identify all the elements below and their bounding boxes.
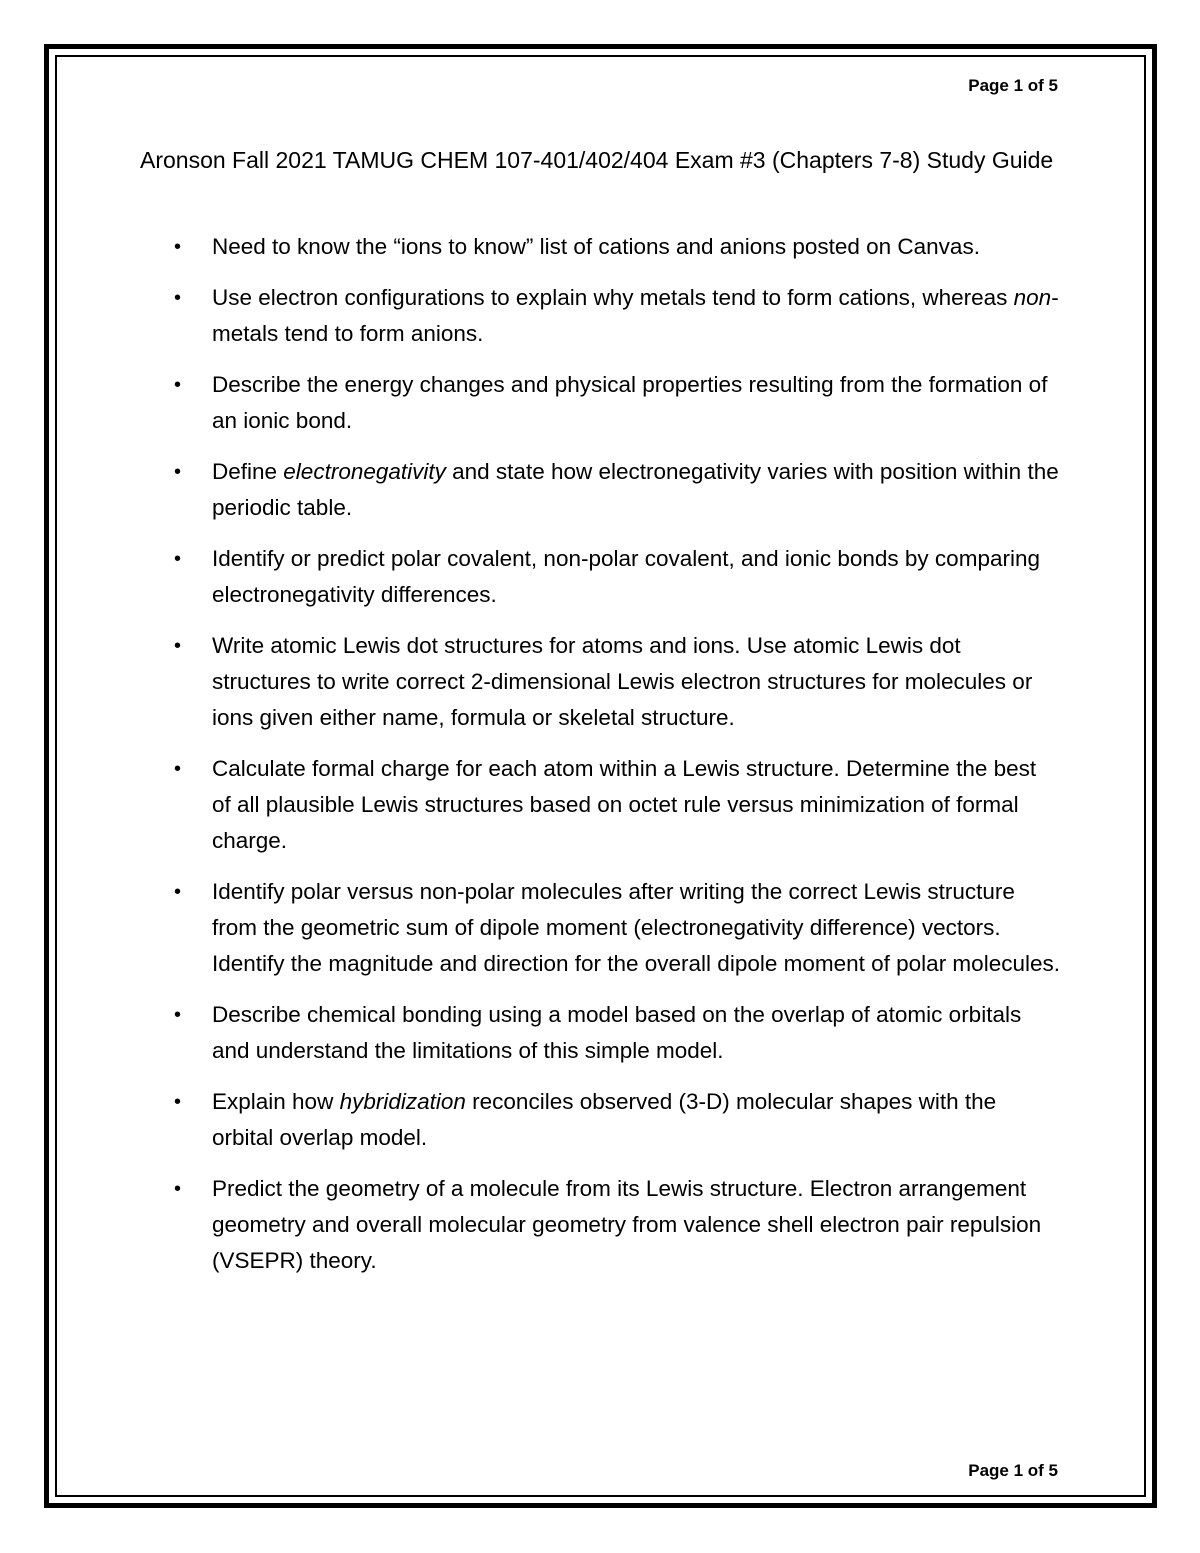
- list-item: [140, 751, 1060, 859]
- list-item-text: Calculate formal charge for each atom within a Lewis structure. Determine the best of all plausible Lewis structures based on octet rule versus minimization of formal charge.: [212, 756, 1037, 853]
- list-item-emphasis: hybridization: [339, 1089, 466, 1114]
- list-item: [140, 1171, 1060, 1279]
- bullet-icon: •: [174, 1004, 182, 1026]
- bullet-icon: •: [174, 548, 182, 570]
- bullet-icon: •: [174, 461, 182, 483]
- bullet-icon: •: [174, 635, 182, 657]
- list-item-text: Write atomic Lewis dot structures for atoms and ions. Use atomic Lewis dot structures to write correct 2-dimensional Lewis electron structures for molecules or ions given either name, formula or skeletal structure.: [212, 633, 1033, 730]
- list-item-text: Describe chemical bonding using a model based on the overlap of atomic orbitals and understand the limitations of this simple model.: [212, 1002, 1022, 1063]
- list-item: [140, 1084, 1060, 1156]
- study-guide-list: [140, 229, 1060, 1294]
- list-item: [140, 541, 1060, 613]
- list-item-text: Predict the geometry of a molecule from its Lewis structure. Electron arrangement geometry and overall molecular geometry from valence shell electron pair repulsion (VSEPR) theory.: [212, 1176, 1042, 1273]
- bullet-icon: •: [174, 881, 182, 903]
- list-item: [140, 997, 1060, 1069]
- list-item-text-cont: reconciles observed (3-D) molecular shapes with the orbital overlap model.: [212, 1089, 997, 1150]
- page-number-header: Page 1 of 5: [968, 76, 1058, 95]
- list-item-text-cont: and state how electronegativity varies with position within the periodic table.: [212, 459, 1059, 520]
- bullet-icon: •: [174, 374, 182, 396]
- bullet-icon: •: [174, 1178, 182, 1200]
- bullet-icon: •: [174, 236, 182, 258]
- list-item: [140, 874, 1060, 982]
- list-item: [140, 229, 1060, 265]
- list-item-emphasis: non: [1013, 285, 1052, 310]
- list-item: [140, 628, 1060, 736]
- list-item-text: Define: [212, 459, 284, 484]
- list-item: [140, 367, 1060, 439]
- list-item-text: Explain how: [212, 1089, 340, 1114]
- bullet-icon: •: [174, 758, 182, 780]
- list-item-text-cont: -metals tend to form anions.: [212, 285, 1059, 346]
- bullet-icon: •: [174, 287, 182, 309]
- page-number-footer: Page 1 of 5: [968, 1461, 1058, 1480]
- list-item-text: Need to know the “ions to know” list of cations and anions posted on Canvas.: [212, 234, 980, 259]
- list-item-text: Identify polar versus non-polar molecules after writing the correct Lewis structure from the geometric sum of dipole moment (electronegativity difference) vectors. Identify the magnitude and direction for the overall dipole moment of polar molecules.: [212, 879, 1060, 976]
- list-item-text: Describe the energy changes and physical properties resulting from the formation of an ionic bond.: [212, 372, 1048, 433]
- list-item-text: Identify or predict polar covalent, non-polar covalent, and ionic bonds by comparing electronegativity differences.: [212, 546, 1040, 607]
- document-title: Aronson Fall 2021 TAMUG CHEM 107-401/402/404 Exam #3 (Chapters 7-8) Study Guide: [140, 147, 1054, 173]
- bullet-icon: •: [174, 1091, 182, 1113]
- list-item: [140, 280, 1060, 352]
- list-item-emphasis: electronegativity: [283, 459, 446, 484]
- list-item-text: Use electron configurations to explain why metals tend to form cations, whereas: [212, 285, 1014, 310]
- list-item: [140, 454, 1060, 526]
